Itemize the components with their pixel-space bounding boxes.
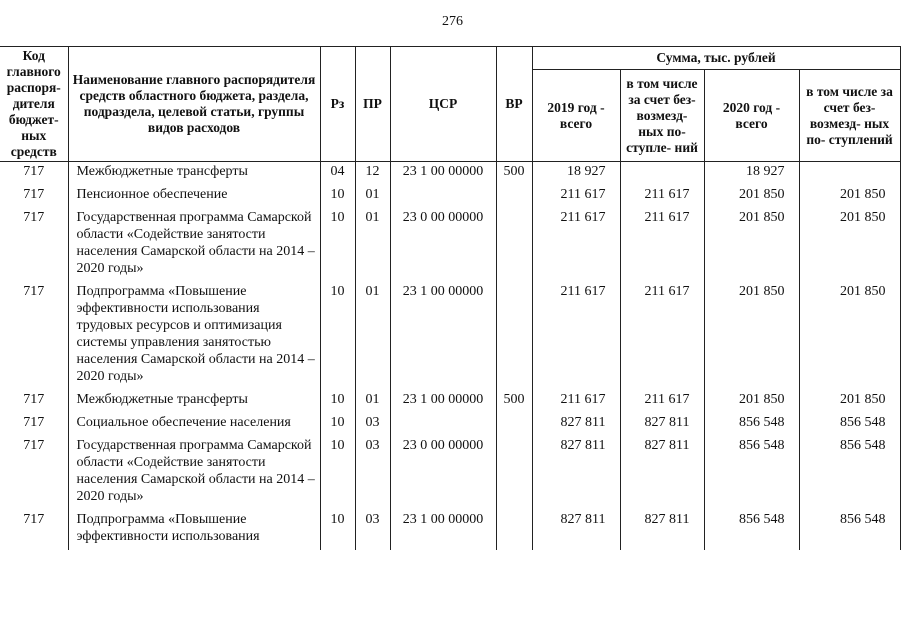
cell-pr: 03 (355, 413, 390, 436)
cell-2019-total: 827 811 (532, 413, 620, 436)
cell-csr: 23 0 00 00000 (390, 436, 496, 510)
cell-vr: 500 (496, 162, 532, 186)
cell-rz: 10 (320, 413, 355, 436)
cell-code: 717 (0, 510, 68, 550)
cell-csr (390, 413, 496, 436)
cell-code: 717 (0, 208, 68, 282)
cell-pr: 12 (355, 162, 390, 186)
cell-2019-free: 211 617 (620, 390, 704, 413)
cell-vr (496, 413, 532, 436)
table-row (0, 282, 900, 390)
cell-csr: 23 1 00 00000 (390, 510, 496, 550)
table-row (0, 162, 900, 186)
cell-2020-total: 856 548 (704, 510, 799, 550)
cell-2019-total: 211 617 (532, 282, 620, 390)
header-2019-free: в том числе за счет без- возмезд- ных по- ступле- ний (620, 70, 704, 162)
cell-2020-total: 856 548 (704, 413, 799, 436)
cell-pr: 03 (355, 510, 390, 550)
cell-2019-total: 211 617 (532, 390, 620, 413)
cell-2019-free: 827 811 (620, 436, 704, 510)
table-row (0, 436, 900, 510)
cell-code: 717 (0, 436, 68, 510)
budget-table (0, 46, 901, 550)
cell-rz: 10 (320, 510, 355, 550)
cell-rz: 10 (320, 390, 355, 413)
cell-2020-free: 201 850 (799, 208, 900, 282)
cell-vr (496, 436, 532, 510)
table-row (0, 510, 900, 550)
cell-2019-total: 827 811 (532, 436, 620, 510)
cell-2020-free: 856 548 (799, 413, 900, 436)
cell-name: Межбюджетные трансферты (68, 390, 320, 413)
cell-vr: 500 (496, 390, 532, 413)
cell-pr: 01 (355, 208, 390, 282)
cell-pr: 01 (355, 282, 390, 390)
cell-code: 717 (0, 282, 68, 390)
cell-2020-free: 201 850 (799, 185, 900, 208)
cell-vr (496, 510, 532, 550)
header-rz: Рз (320, 47, 355, 162)
cell-rz: 10 (320, 208, 355, 282)
cell-name: Государственная программа Самарской области «Содействие занятости населения Самарской области на 2014 – 2020 годы» (68, 436, 320, 510)
cell-name: Межбюджетные трансферты (68, 162, 320, 186)
cell-code: 717 (0, 185, 68, 208)
cell-2019-total: 211 617 (532, 185, 620, 208)
header-code: Код главного распоря- дителя бюджет- ных средств (0, 47, 68, 162)
cell-rz: 10 (320, 436, 355, 510)
cell-name: Подпрограмма «Повышение эффективности использования трудовых ресурсов и оптимизация системы управления занятостью населения Самарской области на 2014 – 2020 годы» (68, 282, 320, 390)
cell-vr (496, 185, 532, 208)
table-header (0, 47, 900, 162)
table-body (0, 162, 900, 551)
cell-pr: 01 (355, 390, 390, 413)
page-number: 276 (442, 14, 463, 29)
cell-2020-total: 201 850 (704, 282, 799, 390)
cell-2020-free (799, 162, 900, 186)
cell-2019-free (620, 162, 704, 186)
table-row (0, 185, 900, 208)
cell-name: Государственная программа Самарской области «Содействие занятости населения Самарской области на 2014 – 2020 годы» (68, 208, 320, 282)
cell-2019-total: 211 617 (532, 208, 620, 282)
table-row (0, 413, 900, 436)
table-row (0, 208, 900, 282)
cell-2020-free: 856 548 (799, 510, 900, 550)
header-vr: ВР (496, 47, 532, 162)
cell-vr (496, 208, 532, 282)
cell-name: Социальное обеспечение населения (68, 413, 320, 436)
cell-rz: 10 (320, 282, 355, 390)
cell-rz: 04 (320, 162, 355, 186)
header-2020-free: в том числе за счет без- возмезд- ных по- ступлений (799, 70, 900, 162)
header-2020-total: 2020 год - всего (704, 70, 799, 162)
header-csr: ЦСР (390, 47, 496, 162)
cell-csr: 23 0 00 00000 (390, 208, 496, 282)
cell-2020-total: 201 850 (704, 208, 799, 282)
cell-2020-free: 201 850 (799, 390, 900, 413)
cell-2019-free: 211 617 (620, 208, 704, 282)
cell-name: Подпрограмма «Повышение эффективности использования (68, 510, 320, 550)
cell-2019-total: 18 927 (532, 162, 620, 186)
cell-2020-total: 856 548 (704, 436, 799, 510)
header-name: Наименование главного распорядителя средств областного бюджета, раздела, подраздела, целевой статьи, группы видов расходов (68, 47, 320, 162)
header-2019-total: 2019 год - всего (532, 70, 620, 162)
header-pr: ПР (355, 47, 390, 162)
cell-2019-free: 827 811 (620, 413, 704, 436)
cell-pr: 03 (355, 436, 390, 510)
table-row (0, 390, 900, 413)
cell-2020-total: 18 927 (704, 162, 799, 186)
cell-2019-free: 211 617 (620, 185, 704, 208)
cell-2020-total: 201 850 (704, 390, 799, 413)
cell-2020-total: 201 850 (704, 185, 799, 208)
cell-csr (390, 185, 496, 208)
cell-2019-total: 827 811 (532, 510, 620, 550)
cell-2020-free: 856 548 (799, 436, 900, 510)
cell-csr: 23 1 00 00000 (390, 162, 496, 186)
cell-code: 717 (0, 390, 68, 413)
cell-2020-free: 201 850 (799, 282, 900, 390)
cell-name: Пенсионное обеспечение (68, 185, 320, 208)
cell-code: 717 (0, 413, 68, 436)
cell-vr (496, 282, 532, 390)
cell-rz: 10 (320, 185, 355, 208)
cell-2019-free: 211 617 (620, 282, 704, 390)
cell-pr: 01 (355, 185, 390, 208)
cell-2019-free: 827 811 (620, 510, 704, 550)
cell-csr: 23 1 00 00000 (390, 390, 496, 413)
cell-csr: 23 1 00 00000 (390, 282, 496, 390)
header-sum-group: Сумма, тыс. рублей (532, 47, 900, 70)
cell-code: 717 (0, 162, 68, 186)
